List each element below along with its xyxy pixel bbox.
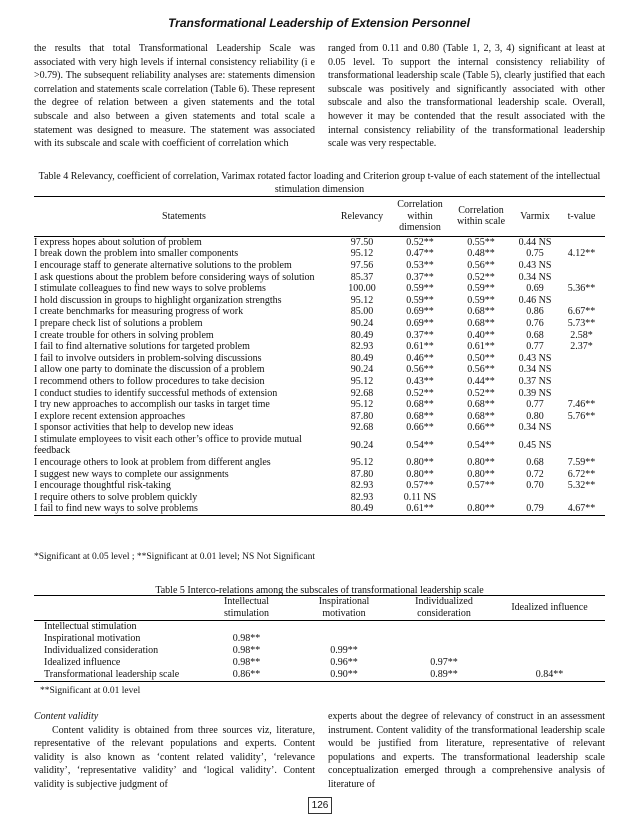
value-cell: 97.56 <box>350 259 374 271</box>
value-cell: 0.11 NS <box>403 491 437 503</box>
value-cell: 0.68** <box>467 317 495 329</box>
value-cell: 0.86 <box>526 306 544 318</box>
correlation-cell <box>199 621 294 634</box>
table4-row <box>34 283 605 295</box>
correlation-cell <box>394 645 494 657</box>
table5-header-idealized: Idealized influence <box>511 602 588 613</box>
value-cell: 90.24 <box>350 364 374 376</box>
value-cell: 5.32** <box>567 480 596 492</box>
correlation-cell <box>494 621 605 634</box>
correlation-cell: 0.97** <box>430 657 458 668</box>
value-cell: 0.61** <box>406 503 434 515</box>
statement-cell: I prepare check list of solutions a problem <box>34 317 203 329</box>
value-cell: 82.93 <box>350 480 374 492</box>
value-cell <box>558 434 605 457</box>
value-cell: 87.80 <box>350 410 374 422</box>
value-cell: 0.40** <box>467 329 495 341</box>
value-cell: 5.73** <box>567 317 596 329</box>
table4-row <box>34 318 605 330</box>
statement-cell: I fail to find alternative solutions for targeted problem <box>34 341 250 353</box>
value-cell: 0.45 NS <box>518 439 552 451</box>
value-cell: 0.59** <box>406 283 434 295</box>
value-cell: 2.37* <box>570 341 593 353</box>
value-cell <box>558 272 605 284</box>
value-cell: 0.80** <box>406 468 434 480</box>
value-cell: 0.34 NS <box>518 364 552 376</box>
value-cell: 0.56** <box>467 259 495 271</box>
statement-cell: I create trouble for others in solving problem <box>34 329 214 341</box>
statement-cell: I conduct studies to identify successful methods of extension <box>34 387 278 399</box>
subscale-label: Inspirational motivation <box>44 633 141 644</box>
table4-note: *Significant at 0.05 level ; **Significant at 0.01 level; NS Not Significant <box>34 552 315 562</box>
value-cell: 0.80** <box>467 468 495 480</box>
value-cell: 80.49 <box>350 329 374 341</box>
value-cell: 0.80** <box>467 457 495 469</box>
statement-cell: I create benchmarks for measuring progress of work <box>34 306 244 318</box>
value-cell: 0.68** <box>406 410 434 422</box>
value-cell <box>558 364 605 376</box>
value-cell <box>558 236 605 248</box>
statement-cell: I stimulate employees to visit each other’s office to provide mutual feedback <box>34 433 302 457</box>
table5-header-individualized: Individualized consideration <box>415 596 473 619</box>
value-cell: 92.68 <box>350 422 374 434</box>
value-cell: 80.49 <box>350 503 374 515</box>
subscale-label: Individualized consideration <box>44 645 159 656</box>
table5 <box>34 595 605 682</box>
value-cell: 0.52** <box>406 236 434 248</box>
value-cell: 0.69** <box>406 317 434 329</box>
table4-row <box>34 492 605 504</box>
content-validity-paragraph: Content validity is obtained from three sources viz, literature, representative of the relevant populations and experts. Content validity is also known as ‘content related validity’, ‘relevance validity’, ‘representative validity’ and ‘logical validity’. Content validity is subjective judgment of <box>34 724 315 790</box>
table4-row <box>34 376 605 388</box>
value-cell: 0.44** <box>467 375 495 387</box>
value-cell: 0.54** <box>467 439 495 451</box>
value-cell: 0.50** <box>467 352 495 364</box>
table4-header-corr-scale: Correlation within scale <box>456 204 506 228</box>
value-cell: 0.43** <box>406 375 434 387</box>
subscale-label: Transformational leadership scale <box>44 669 180 680</box>
value-cell: 0.61** <box>406 341 434 353</box>
statement-cell: I recommend others to follow procedures to take decision <box>34 375 265 387</box>
value-cell: 0.66** <box>467 422 495 434</box>
statement-cell: I explore recent extension approaches <box>34 410 186 422</box>
value-cell: 90.24 <box>350 439 374 451</box>
value-cell: 0.72 <box>526 468 544 480</box>
table5-header-intellectual: Intellectual stimulation <box>224 596 269 619</box>
statement-cell: I break down the problem into smaller components <box>34 248 239 260</box>
value-cell: 6.67** <box>567 306 596 318</box>
subscale-label: Idealized influence <box>44 657 121 668</box>
statement-cell: I fail to find new ways to solve problems <box>34 503 198 515</box>
correlation-cell: 0.98** <box>232 657 261 668</box>
table4-row <box>34 341 605 353</box>
table4-row <box>34 330 605 342</box>
table4-row <box>34 248 605 260</box>
value-cell: 4.67** <box>567 503 596 515</box>
value-cell: 95.12 <box>350 294 374 306</box>
table5-row <box>34 633 605 645</box>
value-cell: 0.80** <box>467 503 495 515</box>
correlation-cell <box>394 633 494 645</box>
statement-cell: I try new approaches to accomplish our tasks in target time <box>34 399 270 411</box>
correlation-cell: 0.96** <box>330 657 358 668</box>
table4-header-tvalue: t-value <box>567 210 596 222</box>
table4-row <box>34 457 605 469</box>
table4-header-varmix: Varmix <box>520 210 550 222</box>
table4-row <box>34 388 605 400</box>
table4-header-relevancy: Relevancy <box>340 210 384 222</box>
value-cell: 0.37** <box>406 271 434 283</box>
table5-row <box>34 621 605 634</box>
value-cell: 0.68** <box>467 410 495 422</box>
table4-row <box>34 399 605 411</box>
value-cell: 95.12 <box>350 399 374 411</box>
table4-header-corr-dimension: Correlation within dimension <box>397 199 443 234</box>
value-cell: 95.12 <box>350 375 374 387</box>
value-cell <box>558 260 605 272</box>
value-cell: 0.34 NS <box>518 271 552 283</box>
table5-row <box>34 645 605 657</box>
correlation-cell <box>494 633 605 645</box>
table4-row <box>34 434 605 457</box>
value-cell <box>450 492 512 504</box>
value-cell: 0.37** <box>406 329 434 341</box>
value-cell: 5.76** <box>567 410 596 422</box>
value-cell: 100.00 <box>348 283 376 295</box>
subscale-label: Intellectual stimulation <box>44 621 137 632</box>
value-cell: 0.47** <box>406 248 434 260</box>
value-cell <box>558 353 605 365</box>
value-cell: 0.52** <box>406 387 434 399</box>
statement-cell: I fail to involve outsiders in problem-solving discussions <box>34 352 262 364</box>
value-cell <box>558 295 605 307</box>
value-cell <box>558 422 605 434</box>
value-cell: 0.69 <box>526 283 544 295</box>
value-cell: 0.54** <box>406 439 434 451</box>
value-cell: 5.36** <box>567 283 596 295</box>
statement-cell: I stimulate colleagues to find new ways to solve problems <box>34 283 266 295</box>
value-cell: 0.77 <box>526 341 544 353</box>
value-cell: 0.59** <box>406 294 434 306</box>
statement-cell: I encourage staff to generate alternative solutions to the problem <box>34 259 292 271</box>
statement-cell: I encourage others to look at problem from different angles <box>34 457 271 469</box>
value-cell: 0.48** <box>467 248 495 260</box>
value-cell: 97.50 <box>350 236 374 248</box>
top-left-paragraph: the results that total Transformational Leadership Scale was associated with very high levels if internal consistency reliability (i e >0.79). The subsequent reliability analyses are: statements dimension correlation and statements scale correlation (Table 6). These represent the degree of relation between a given statements and the total subscale and also between a given statements and total scale a statement was designed to measure. The statement was associated with its subscale and scale with coefficient of correlation which <box>34 43 315 150</box>
correlation-cell: 0.90** <box>330 669 358 680</box>
value-cell <box>558 388 605 400</box>
value-cell: 0.37 NS <box>518 375 552 387</box>
page-number: 126 <box>308 797 332 814</box>
table4-row <box>34 272 605 284</box>
table4-row <box>34 260 605 272</box>
value-cell: 0.56** <box>467 364 495 376</box>
correlation-cell: 0.84** <box>535 669 564 680</box>
correlation-cell <box>294 621 394 634</box>
value-cell: 95.12 <box>350 248 374 260</box>
value-cell: 95.12 <box>350 457 374 469</box>
value-cell: 0.68 <box>526 329 544 341</box>
value-cell: 0.77 <box>526 399 544 411</box>
table5-row <box>34 669 605 682</box>
value-cell: 0.57** <box>406 480 434 492</box>
value-cell: 0.68** <box>467 306 495 318</box>
value-cell: 92.68 <box>350 387 374 399</box>
value-cell: 0.66** <box>406 422 434 434</box>
value-cell: 0.43 NS <box>518 259 552 271</box>
table4-caption: Table 4 Relevancy, coefficient of correlation, Varimax rotated factor loading and Criterion group t-value of each statement of the intellectual stimulation dimension <box>38 171 601 195</box>
statement-cell: I suggest new ways to complete our assignments <box>34 468 229 480</box>
statement-cell: I sponsor activities that help to develop new ideas <box>34 422 234 434</box>
correlation-cell: 0.98** <box>232 645 261 656</box>
statement-cell: I ask questions about the problem before considering ways of solution <box>34 271 315 283</box>
value-cell: 7.46** <box>567 399 596 411</box>
table4 <box>34 196 605 516</box>
value-cell <box>512 492 558 504</box>
value-cell: 90.24 <box>350 317 374 329</box>
value-cell: 0.52** <box>467 387 495 399</box>
value-cell: 0.56** <box>406 364 434 376</box>
running-header: Transformational Leadership of Extension Personnel <box>168 16 470 30</box>
table4-row <box>34 411 605 423</box>
value-cell: 0.39 NS <box>518 387 552 399</box>
table4-row <box>34 353 605 365</box>
statement-cell: I require others to solve problem quickly <box>34 491 198 503</box>
value-cell: 82.93 <box>350 491 374 503</box>
table4-row <box>34 364 605 376</box>
table4-row <box>34 480 605 492</box>
value-cell: 0.76 <box>526 317 544 329</box>
table5-note: **Significant at 0.01 level <box>40 686 141 696</box>
value-cell: 87.80 <box>350 468 374 480</box>
top-right-paragraph: ranged from 0.11 and 0.80 (Table 1, 2, 3, 4) significant at least at 0.05 level. To support the internal consistency reliability of transformational leadership scale (Table 5), clearly justified that each subscale was positively and significantly associated with other subscale and also the transformational leadership scale. Overall, however it may be contended that the result associated with the internal consistency reliability of the transformational leadership scale was very respectable. <box>328 43 605 150</box>
table5-row <box>34 657 605 669</box>
value-cell: 0.68** <box>406 399 434 411</box>
value-cell: 0.61** <box>467 341 495 353</box>
value-cell: 0.75 <box>526 248 544 260</box>
bottom-left-column <box>34 710 315 792</box>
value-cell <box>558 376 605 388</box>
value-cell: 0.70 <box>526 480 544 492</box>
table4-row <box>34 469 605 481</box>
value-cell: 0.46** <box>406 352 434 364</box>
correlation-cell <box>294 633 394 645</box>
table4-row <box>34 295 605 307</box>
value-cell: 0.80 <box>526 410 544 422</box>
correlation-cell <box>494 657 605 669</box>
table5-header-inspirational: Inspirational motivation <box>318 596 370 619</box>
statement-cell: I express hopes about solution of problem <box>34 236 202 248</box>
value-cell: 0.52** <box>467 271 495 283</box>
statement-cell: I hold discussion in groups to highlight organization strengths <box>34 294 282 306</box>
table4-header-statements: Statements <box>162 210 206 222</box>
correlation-cell: 0.86** <box>232 669 261 680</box>
value-cell: 0.68 <box>526 457 544 469</box>
content-validity-heading: Content validity <box>34 711 99 722</box>
value-cell: 0.59** <box>467 294 495 306</box>
table5-header-blank <box>34 596 199 621</box>
value-cell: 2.58* <box>570 329 593 341</box>
value-cell: 4.12** <box>567 248 596 260</box>
value-cell: 85.00 <box>350 306 374 318</box>
statement-cell: I allow one party to dominate the discussion of a problem <box>34 364 265 376</box>
value-cell: 0.69** <box>406 306 434 318</box>
table4-row <box>34 236 605 248</box>
value-cell: 0.55** <box>467 236 495 248</box>
value-cell: 0.43 NS <box>518 352 552 364</box>
value-cell: 82.93 <box>350 341 374 353</box>
correlation-cell: 0.99** <box>330 645 358 656</box>
correlation-cell <box>394 621 494 634</box>
value-cell: 0.44 NS <box>518 236 552 248</box>
correlation-cell: 0.89** <box>430 669 458 680</box>
value-cell: 0.34 NS <box>518 422 552 434</box>
value-cell: 0.46 NS <box>518 294 552 306</box>
correlation-cell <box>494 645 605 657</box>
value-cell <box>558 492 605 504</box>
table4-row <box>34 422 605 434</box>
value-cell: 0.79 <box>526 503 544 515</box>
correlation-cell: 0.98** <box>232 633 261 644</box>
value-cell: 6.72** <box>567 468 596 480</box>
statement-cell: I encourage thoughtful risk-taking <box>34 480 171 492</box>
value-cell: 0.53** <box>406 259 434 271</box>
table4-row <box>34 503 605 515</box>
value-cell: 85.37 <box>350 271 374 283</box>
value-cell: 0.68** <box>467 399 495 411</box>
table5-caption: Table 5 Interco-relations among the subscales of transformational leadership scale <box>155 585 484 596</box>
value-cell: 80.49 <box>350 352 374 364</box>
value-cell: 0.80** <box>406 457 434 469</box>
bottom-right-paragraph: experts about the degree of relevancy of construct in an assessment instrument. Content validity of the transformational leadership scale would be justified from literature, representative of relevant populations and experts. The transformational leadership scale conceptualization emerged through a comprehensive analysis of literature of <box>328 711 605 790</box>
value-cell: 0.57** <box>467 480 495 492</box>
value-cell: 7.59** <box>567 457 596 469</box>
value-cell: 0.59** <box>467 283 495 295</box>
table4-row <box>34 306 605 318</box>
